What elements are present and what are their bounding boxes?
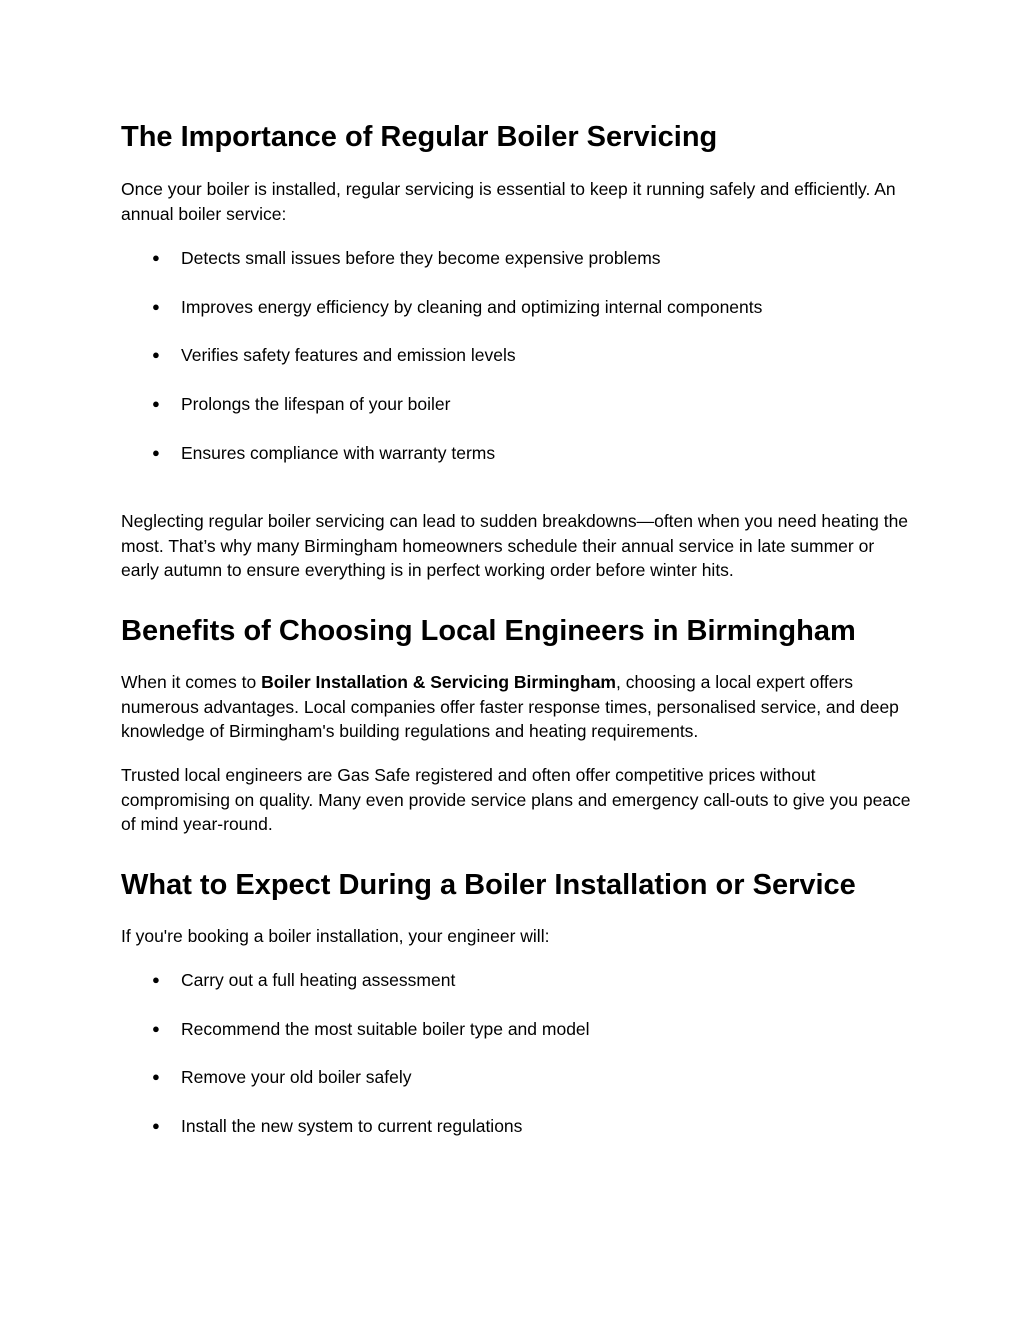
list-item [121, 1017, 590, 1041]
list-item-text: Detects small issues before they become expensive problems [181, 248, 661, 268]
trusted-engineers-paragraph: Trusted local engineers are Gas Safe registered and often offer competitive prices without compromising on quality. Many even provide service plans and emergency call-outs to give you peace of mind year-round. [121, 765, 911, 834]
local-expert-paragraph [121, 670, 911, 744]
list-item [121, 246, 762, 270]
servicing-benefits-list [121, 246, 762, 489]
bullet-icon: ● [152, 396, 160, 412]
paragraph-text: When it comes to [121, 672, 262, 692]
installation-intro-paragraph: If you're booking a boiler installation, your engineer will: [121, 926, 550, 946]
section-heading-boiler-servicing: The Importance of Regular Boiler Servicing [121, 121, 718, 153]
list-item-text: Remove your old boiler safely [181, 1067, 412, 1088]
intro-paragraph: Once your boiler is installed, regular servicing is essential to keep it running safely and efficiently. An annual boiler service: [121, 179, 896, 224]
bullet-icon: ● [152, 298, 160, 314]
section-heading-what-to-expect: What to Expect During a Boiler Installation or Service [121, 869, 856, 901]
bullet-icon: ● [152, 1118, 160, 1134]
list-item [121, 968, 590, 992]
list-item [121, 343, 762, 367]
list-item-text: Prolongs the lifespan of your boiler [181, 394, 451, 415]
bullet-icon: ● [152, 444, 160, 460]
list-item-text: Install the new system to current regulations [181, 1116, 523, 1137]
installation-steps-list [121, 968, 590, 1163]
section-heading-local-engineers: Benefits of Choosing Local Engineers in Birmingham [121, 615, 856, 647]
paragraph-text: , choosing a local expert offers numerous advantages. Local companies offer faster response times, personalised service, and deep knowledge of Birmingham's building regulations and heating requirements. [121, 672, 899, 741]
list-item-text: Verifies safety features and emission levels [181, 345, 516, 366]
bullet-icon: ● [152, 972, 160, 987]
closing-paragraph: Neglecting regular boiler servicing can lead to sudden breakdowns—often when you need heating the most. That’s why many Birmingham homeowners schedule their annual service in late summer or early autumn to ensure everything is in perfect working order before winter hits. [121, 511, 909, 580]
list-item-text: Carry out a full heating assessment [181, 970, 456, 990]
list-item [121, 1114, 590, 1138]
bullet-icon: ● [152, 1069, 160, 1085]
list-item [121, 441, 762, 465]
list-item-text: Improves energy efficiency by cleaning and optimizing internal components [181, 296, 763, 317]
bullet-icon: ● [152, 250, 160, 265]
list-item-text: Ensures compliance with warranty terms [181, 442, 496, 463]
bullet-icon: ● [152, 1020, 160, 1036]
list-item [121, 295, 762, 319]
list-item [121, 392, 762, 416]
list-item [121, 1065, 590, 1089]
bold-keyword: Boiler Installation & Servicing Birmingham [261, 672, 616, 692]
list-item-text: Recommend the most suitable boiler type and model [181, 1018, 590, 1039]
bullet-icon: ● [152, 347, 160, 363]
